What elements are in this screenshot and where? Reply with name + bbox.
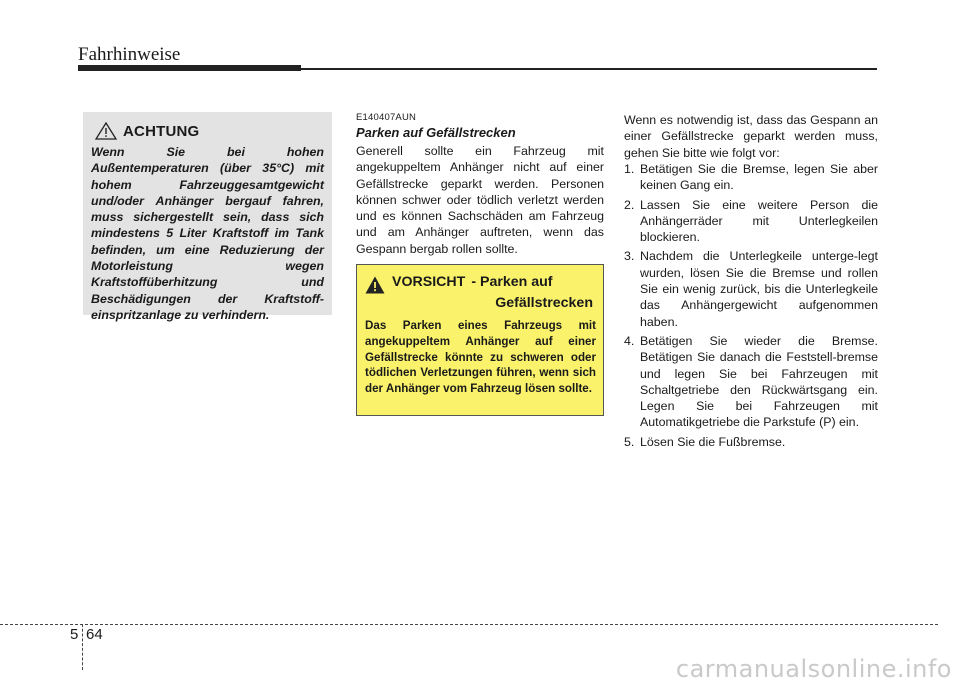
page-number: 64 [86, 626, 103, 643]
warning-filled-icon [365, 276, 385, 294]
achtung-title: ACHTUNG [123, 122, 200, 140]
list-item [624, 333, 878, 431]
section-body-text: Generell sollte ein Fahrzeug mit angekuppeltem Anhänger nicht auf einer Gefällstrecke geparkt werden. Personen können schwer oder tödlich verletzt werden und es können Sachschäden am Fahrzeug und am Anhänger auftreten, wenn das Gespann bergab rollen sollte. [356, 144, 604, 256]
header-rule-thick [78, 65, 301, 71]
list-item [624, 434, 878, 450]
watermark: carmanualsonline.info [675, 655, 952, 683]
vorsicht-subtitle: - Parken auf [471, 274, 553, 290]
chapter-number: 5 [70, 626, 79, 643]
achtung-header [95, 120, 324, 142]
header-rule-thin [301, 68, 877, 70]
section-code: E140407AUN [356, 112, 417, 123]
step-text: Nachdem die Unterlegkeile unterge-legt wurden, lösen Sie die Bremse und rollen Sie ein wenig zurück, bis die Unterlegkeile das Anhängergewicht aufgenommen haben. [640, 249, 878, 329]
list-item [624, 161, 878, 194]
step-text: Betätigen Sie wieder die Bremse. Betätigen Sie danach die Feststell-bremse und legen Sie bei Fahrzeugen mit Schaltgetriebe den Rückwärtsgang ein. Legen Sie bei Fahrzeugen mit Automatikgetriebe die Parkstufe (P) ein. [640, 333, 878, 430]
procedure-intro: Wenn es notwendig ist, dass das Gespann an einer Gefällstrecke geparkt werden muss, gehen Sie bitte wie folgt vor: [624, 113, 878, 160]
footer-divider [0, 624, 938, 625]
step-number: 2. [624, 197, 635, 212]
procedure-steps [624, 161, 878, 453]
achtung-text: Wenn Sie bei hohen Außentemperaturen (über 35°C) mit hohem Fahrzeuggesamtgewicht und/oder Anhänger bergauf fahren, muss sichergestellt sein, dass sich mindestens 5 Liter Kraftstoff im Tank befinden, um eine Reduzierung der Motorleistung wegen Kraftstoffüberhitzung und Beschädigungen der Kraftstoff-einspritzanlage zu verhindern. [91, 145, 324, 322]
list-item [624, 248, 878, 329]
step-number: 3. [624, 249, 635, 264]
step-number: 4. [624, 333, 635, 348]
step-number: 1. [624, 162, 635, 176]
vorsicht-box [356, 264, 604, 416]
vorsicht-title: VORSICHT [392, 274, 466, 290]
step-text: Betätigen Sie die Bremse, legen Sie aber keinen Gang ein. [640, 162, 878, 193]
step-text: Lösen Sie die Fußbremse. [640, 434, 786, 449]
warning-outline-icon [95, 122, 117, 140]
step-text: Lassen Sie eine weitere Person die Anhängerräder mit Unterlegkeilen blockieren. [640, 197, 878, 245]
page-header-title: Fahrhinweise [78, 44, 181, 65]
list-item [624, 197, 878, 246]
achtung-box [83, 112, 332, 322]
step-number: 5. [624, 434, 635, 449]
vorsicht-header [365, 274, 596, 294]
section-subheading: Parken auf Gefällstrecken [356, 125, 516, 140]
vorsicht-text: Das Parken eines Fahrzeugs mit angekuppeltem Anhänger auf einer Gefällstrecke könnte zu schweren oder tödlichen Verletzungen führen, wenn sich der Anhänger vom Fahrzeug lösen sollte. [365, 319, 596, 396]
vorsicht-subtitle-continued: Gefällstrecken [495, 295, 593, 311]
footer-separator [82, 624, 83, 670]
